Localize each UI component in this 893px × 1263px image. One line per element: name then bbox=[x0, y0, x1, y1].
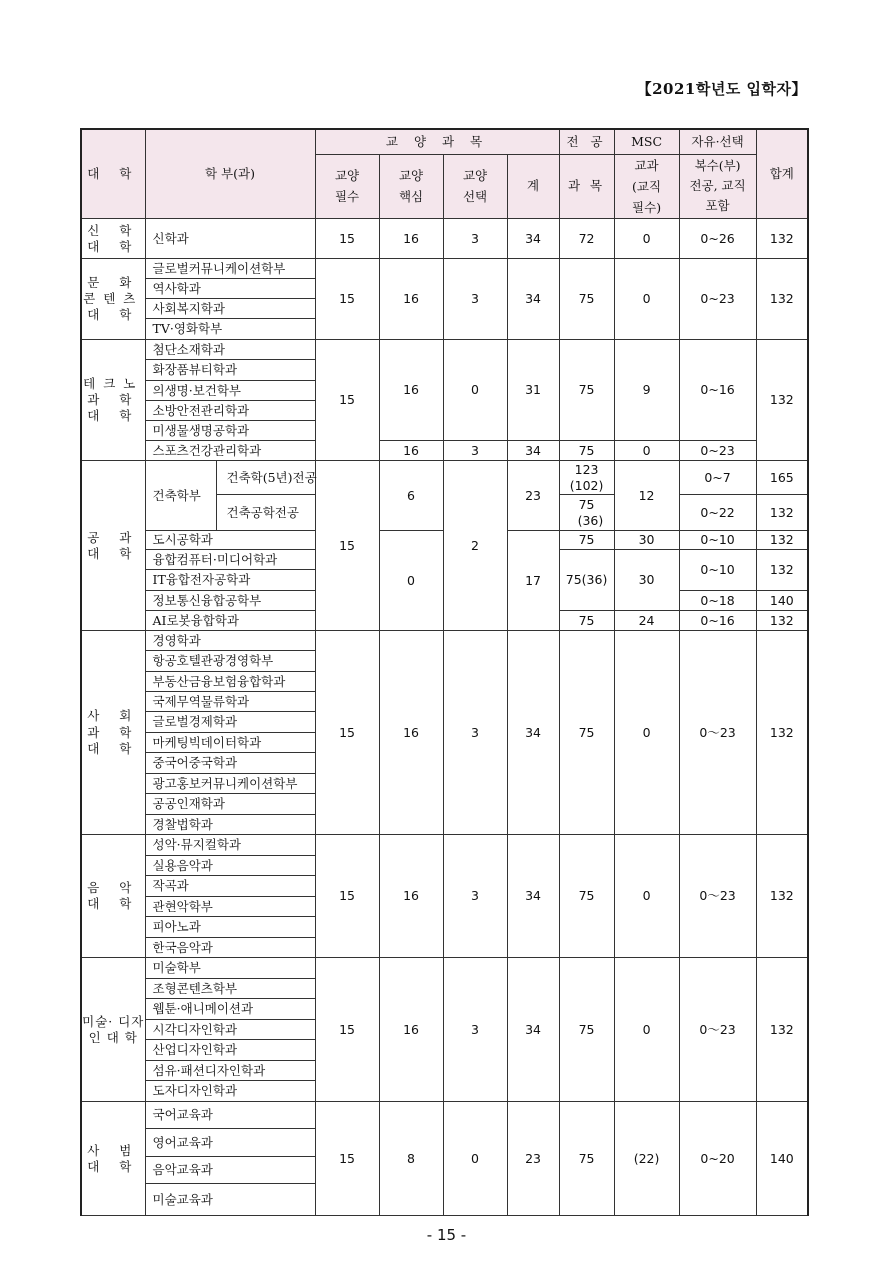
lib-elective-value: 3 bbox=[443, 219, 507, 259]
dept-row: 글로벌경제학과 bbox=[145, 712, 315, 733]
dept-row: 피아노과 bbox=[145, 917, 315, 938]
dept-row: 미술학부 bbox=[145, 958, 315, 979]
free-value: 0~16 bbox=[679, 340, 756, 441]
header-free-top: 자유·선택 bbox=[679, 129, 756, 154]
header-msc-top: MSC bbox=[614, 129, 679, 154]
major-value: 75 bbox=[559, 340, 614, 441]
lib-required-value: 15 bbox=[315, 958, 379, 1102]
lib-total-value: 23 bbox=[507, 1102, 559, 1216]
total-value: 132 bbox=[756, 550, 808, 591]
dept-row: 관현악학부 bbox=[145, 897, 315, 917]
lib-core-value: 0 bbox=[379, 531, 443, 631]
college-culture: 문 화 콘텐츠 대 학 bbox=[81, 259, 145, 340]
dept-row: AI로봇융합학과 bbox=[145, 611, 315, 631]
msc-value: 0 bbox=[614, 219, 679, 259]
dept-row: 소방안전관리학과 bbox=[145, 401, 315, 421]
dept-row: 중국어중국학과 bbox=[145, 753, 315, 774]
dept-row: 신학과 bbox=[145, 219, 315, 259]
dept-arch-parent: 건축학부 bbox=[145, 461, 216, 531]
header-liberal-group: 교 양 과 목 bbox=[315, 129, 559, 154]
major-value: 123 (102) bbox=[559, 461, 614, 495]
header-major-group: 전 공 bbox=[559, 129, 614, 154]
header-lib-core: 교양 핵심 bbox=[379, 154, 443, 219]
free-value: 0~23 bbox=[679, 441, 756, 461]
lib-required-value: 15 bbox=[315, 631, 379, 835]
lib-core-value: 6 bbox=[379, 461, 443, 531]
total-value: 132 bbox=[756, 835, 808, 958]
dept-row: 성악·뮤지컬학과 bbox=[145, 835, 315, 856]
major-value: 72 bbox=[559, 219, 614, 259]
dept-row: 웹툰·애니메이션과 bbox=[145, 999, 315, 1020]
dept-row: 조형콘텐츠학부 bbox=[145, 979, 315, 999]
lib-core-value: 16 bbox=[379, 631, 443, 835]
lib-required-value: 15 bbox=[315, 340, 379, 461]
dept-row: 한국음악과 bbox=[145, 938, 315, 958]
free-value: 0~23 bbox=[679, 259, 756, 340]
lib-required-value: 15 bbox=[315, 259, 379, 340]
header-major-courses: 과 목 bbox=[559, 154, 614, 219]
lib-elective-value: 0 bbox=[443, 1102, 507, 1216]
dept-row: TV·영화학부 bbox=[145, 319, 315, 340]
total-value: 132 bbox=[756, 531, 808, 550]
dept-row: 국제무역물류학과 bbox=[145, 692, 315, 712]
msc-value: 0 bbox=[614, 631, 679, 835]
msc-value: 30 bbox=[614, 550, 679, 611]
free-value: 0~10 bbox=[679, 531, 756, 550]
major-value: 75 bbox=[559, 631, 614, 835]
free-value: 0～23 bbox=[679, 958, 756, 1102]
lib-elective-value: 2 bbox=[443, 461, 507, 631]
dept-row: 융합컴퓨터·미디어학과 bbox=[145, 550, 315, 570]
lib-core-value: 16 bbox=[379, 835, 443, 958]
header-college: 대 학 bbox=[81, 129, 145, 219]
header-lib-total: 계 bbox=[507, 154, 559, 219]
dept-row: 정보통신융합공학부 bbox=[145, 591, 315, 611]
total-value: 132 bbox=[756, 631, 808, 835]
major-value: 75 bbox=[559, 958, 614, 1102]
total-value: 132 bbox=[756, 611, 808, 631]
msc-value: 0 bbox=[614, 835, 679, 958]
lib-required-value: 15 bbox=[315, 1102, 379, 1216]
dept-row: 부동산금융보험융합학과 bbox=[145, 672, 315, 692]
msc-value: 12 bbox=[614, 461, 679, 531]
msc-value: 9 bbox=[614, 340, 679, 441]
major-value: 75 bbox=[559, 1102, 614, 1216]
dept-row: 섬유·패션디자인학과 bbox=[145, 1061, 315, 1081]
dept-row: 도자디자인학과 bbox=[145, 1081, 315, 1102]
dept-row: 국어교육과 bbox=[145, 1102, 315, 1129]
lib-core-value: 16 bbox=[379, 219, 443, 259]
lib-elective-value: 0 bbox=[443, 340, 507, 441]
major-value: 75 bbox=[559, 835, 614, 958]
total-value: 132 bbox=[756, 495, 808, 531]
dept-row: 작곡과 bbox=[145, 876, 315, 897]
major-value: 75 bbox=[559, 531, 614, 550]
free-value: 0~7 bbox=[679, 461, 756, 495]
header-msc-label: 교과 (교직 필수) bbox=[614, 154, 679, 219]
lib-total-value: 17 bbox=[507, 531, 559, 631]
msc-value: 30 bbox=[614, 531, 679, 550]
major-value: 75 bbox=[559, 611, 614, 631]
lib-core-value: 16 bbox=[379, 340, 443, 441]
total-value: 132 bbox=[756, 219, 808, 259]
college-art: 미술· 디자인 대 학 bbox=[81, 958, 145, 1102]
free-value: 0~22 bbox=[679, 495, 756, 531]
dept-row: 도시공학과 bbox=[145, 531, 315, 550]
free-value: 0~18 bbox=[679, 591, 756, 611]
header-lib-required: 교양 필수 bbox=[315, 154, 379, 219]
dept-row: 항공호텔관광경영학부 bbox=[145, 651, 315, 672]
msc-value: 24 bbox=[614, 611, 679, 631]
major-value: 75 (36) bbox=[559, 495, 614, 531]
college-engineering: 공 과 대 학 bbox=[81, 461, 145, 631]
lib-core-value: 8 bbox=[379, 1102, 443, 1216]
lib-core-value: 16 bbox=[379, 441, 443, 461]
lib-total-value: 34 bbox=[507, 441, 559, 461]
header-department: 학 부(과) bbox=[145, 129, 315, 219]
dept-row: 건축공학전공 bbox=[216, 495, 315, 531]
dept-row: 화장품뷰티학과 bbox=[145, 360, 315, 381]
dept-row: 산업디자인학과 bbox=[145, 1040, 315, 1061]
college-music: 음 악 대 학 bbox=[81, 835, 145, 958]
total-value: 132 bbox=[756, 958, 808, 1102]
lib-core-value: 16 bbox=[379, 958, 443, 1102]
dept-row: 광고홍보커뮤니케이션학부 bbox=[145, 774, 315, 794]
free-value: 0~10 bbox=[679, 550, 756, 591]
total-value: 165 bbox=[756, 461, 808, 495]
lib-elective-value: 3 bbox=[443, 259, 507, 340]
page-number: - 15 - bbox=[426, 1226, 467, 1244]
lib-total-value: 34 bbox=[507, 631, 559, 835]
free-value: 0~26 bbox=[679, 219, 756, 259]
dept-row: 미생물생명공학과 bbox=[145, 421, 315, 441]
major-value: 75(36) bbox=[559, 550, 614, 611]
free-value: 0～23 bbox=[679, 835, 756, 958]
lib-total-value: 34 bbox=[507, 219, 559, 259]
total-value: 132 bbox=[756, 340, 808, 461]
lib-total-value: 34 bbox=[507, 958, 559, 1102]
free-value: 0~16 bbox=[679, 611, 756, 631]
dept-row: 공공인재학과 bbox=[145, 794, 315, 815]
msc-value: 0 bbox=[614, 259, 679, 340]
lib-elective-value: 3 bbox=[443, 441, 507, 461]
lib-required-value: 15 bbox=[315, 219, 379, 259]
dept-row: 사회복지학과 bbox=[145, 299, 315, 319]
dept-row: IT융합전자공학과 bbox=[145, 570, 315, 591]
dept-row: 실용음악과 bbox=[145, 856, 315, 876]
college-social: 사 회 과 학 대 학 bbox=[81, 631, 145, 835]
total-value: 132 bbox=[756, 259, 808, 340]
dept-row: 미술교육과 bbox=[145, 1184, 315, 1216]
lib-total-value: 23 bbox=[507, 461, 559, 531]
lib-required-value: 15 bbox=[315, 835, 379, 958]
lib-total-value: 34 bbox=[507, 835, 559, 958]
curriculum-table bbox=[80, 128, 809, 1216]
lib-core-value: 16 bbox=[379, 259, 443, 340]
dept-row: 영어교육과 bbox=[145, 1129, 315, 1157]
header-total: 합계 bbox=[756, 129, 808, 219]
dept-row: 마케팅빅데이터학과 bbox=[145, 733, 315, 753]
dept-row: 경찰법학과 bbox=[145, 815, 315, 835]
header-lib-elective: 교양 선택 bbox=[443, 154, 507, 219]
lib-required-value: 15 bbox=[315, 461, 379, 631]
free-value: 0~20 bbox=[679, 1102, 756, 1216]
dept-row: 스포츠건강관리학과 bbox=[145, 441, 315, 461]
dept-row: 첨단소재학과 bbox=[145, 340, 315, 360]
free-value: 0～23 bbox=[679, 631, 756, 835]
dept-row: 시각디자인학과 bbox=[145, 1020, 315, 1040]
dept-row: 경영학과 bbox=[145, 631, 315, 651]
page-title: 【2021학년도 입학자】 bbox=[636, 80, 807, 98]
header-free-label: 복수(부) 전공, 교직포함 bbox=[679, 154, 756, 219]
lib-elective-value: 3 bbox=[443, 631, 507, 835]
lib-elective-value: 3 bbox=[443, 958, 507, 1102]
dept-row: 의생명·보건학부 bbox=[145, 381, 315, 401]
major-value: 75 bbox=[559, 259, 614, 340]
lib-total-value: 34 bbox=[507, 259, 559, 340]
college-theology: 신 학 대 학 bbox=[81, 219, 145, 259]
msc-value: (22) bbox=[614, 1102, 679, 1216]
lib-total-value: 31 bbox=[507, 340, 559, 441]
dept-row: 음악교육과 bbox=[145, 1157, 315, 1184]
major-value: 75 bbox=[559, 441, 614, 461]
college-techno: 테크노 과 학 대 학 bbox=[81, 340, 145, 461]
total-value: 140 bbox=[756, 1102, 808, 1216]
dept-row: 글로벌커뮤니케이션학부 bbox=[145, 259, 315, 279]
total-value: 140 bbox=[756, 591, 808, 611]
college-education: 사 범 대 학 bbox=[81, 1102, 145, 1216]
msc-value: 0 bbox=[614, 958, 679, 1102]
dept-row: 건축학(5년)전공 bbox=[216, 461, 315, 495]
msc-value: 0 bbox=[614, 441, 679, 461]
lib-elective-value: 3 bbox=[443, 835, 507, 958]
dept-row: 역사학과 bbox=[145, 279, 315, 299]
